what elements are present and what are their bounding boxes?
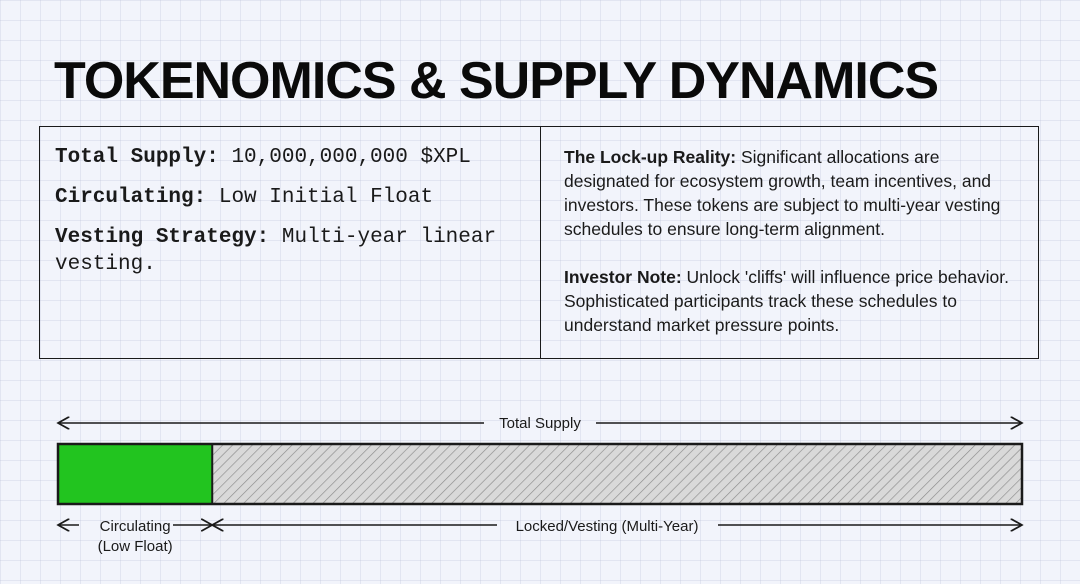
supply-facts-panel xyxy=(40,127,541,358)
total-supply-value: 10,000,000,000 $XPL xyxy=(231,146,471,169)
vesting-label: Vesting Strategy: xyxy=(55,226,270,249)
investor-heading: Investor Note: xyxy=(564,267,682,287)
vesting-row xyxy=(55,224,526,278)
lockup-paragraph xyxy=(564,145,1028,241)
notes-panel xyxy=(541,127,1038,358)
total-supply-dimension-label: Total Supply xyxy=(499,415,581,432)
total-supply-label: Total Supply: xyxy=(55,146,219,169)
supply-bar-figure xyxy=(0,400,1080,584)
circulating-segment xyxy=(58,444,212,504)
info-box xyxy=(39,126,1039,359)
circulating-row xyxy=(55,184,526,211)
vesting-value: Multi-year linear vesting. xyxy=(55,226,497,276)
lockup-heading: The Lock-up Reality: xyxy=(564,147,737,167)
circulating-value: Low Initial Float xyxy=(218,186,434,209)
investor-text: Unlock 'cliffs' will influence price behavior. Sophisticated participants track these schedules to understand market pressure points. xyxy=(564,267,1010,335)
circulating-dimension-label: Circulating xyxy=(99,518,171,535)
circulating-label: Circulating: xyxy=(55,186,207,209)
locked-dimension-label: Locked/Vesting (Multi-Year) xyxy=(515,518,699,535)
lockup-text: Significant allocations are designated for ecosystem growth, team incentives, and investors. These tokens are subject to multi-year vesting schedules to ensure long-term alignment. xyxy=(564,147,1001,239)
total-supply-row xyxy=(55,144,526,171)
investor-paragraph xyxy=(564,265,1028,337)
circulating-dimension-sublabel: (Low Float) xyxy=(97,538,173,555)
page-title: TOKENOMICS & SUPPLY DYNAMICS xyxy=(54,52,939,110)
